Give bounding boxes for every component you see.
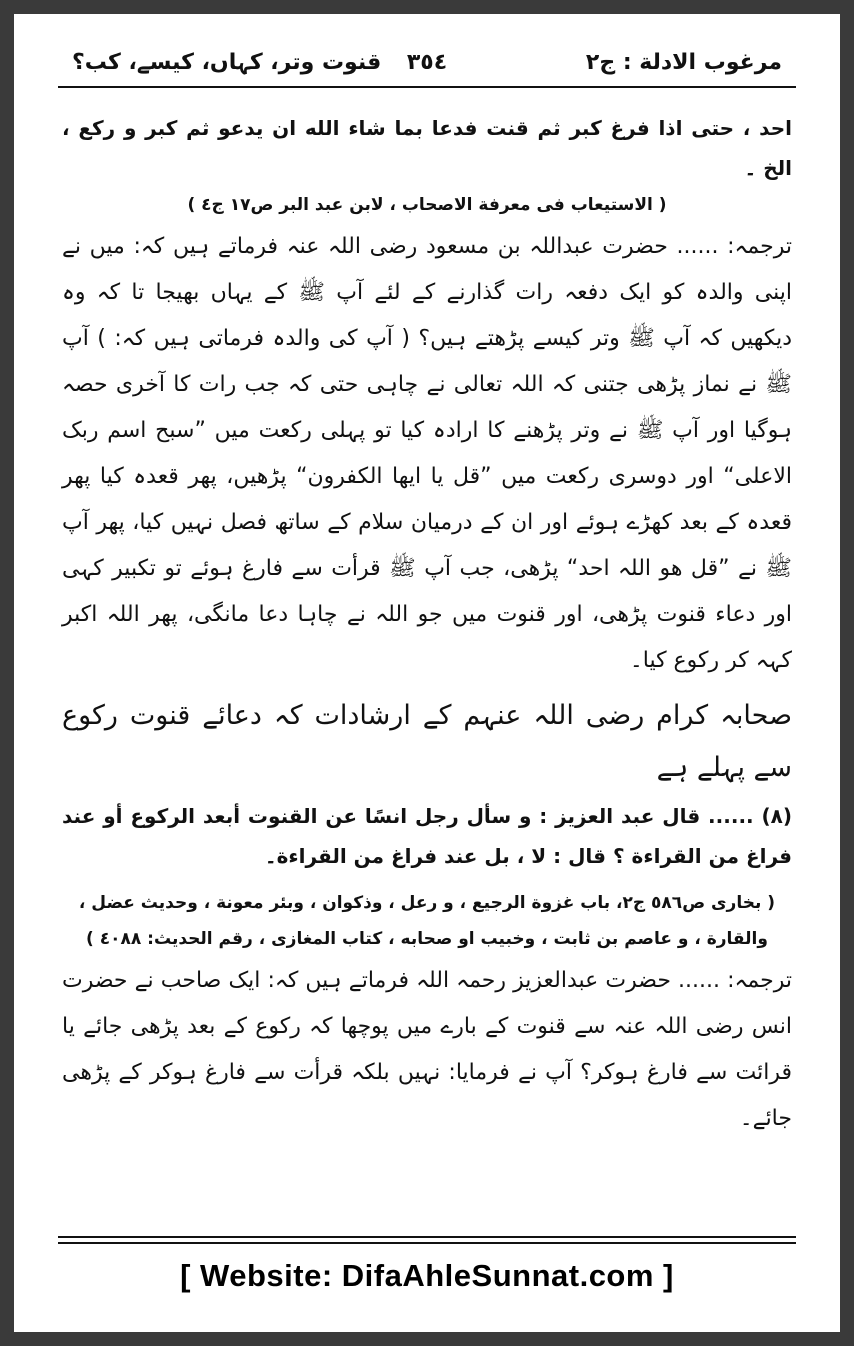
section-heading: صحابہ کرام رضی اللہ عنہم کے ارشادات کہ دعائے قنوت رکوع سے پہلے ہے [62,700,792,783]
website-footer: [ Website: DifaAhleSunnat.com ] [180,1258,674,1293]
reference-2a: ( بخاری ص٥٨٦ ج٢، باب غزوة الرجیع ، و رعل ، وذکوان ، وبئر معونة ، وحدیث عضل ، [78,893,776,913]
arabic-text-top: احد ، حتی اذا فرغ کبر ثم قنت فدعا بما شاء الله ان یدعو ثم کبر و رکع ، الخ ۔ [62,116,792,180]
translation-1: ترجمہ: ...... حضرت عبداللہ بن مسعود رضی اللہ عنہ فرماتے ہیں کہ: میں نے اپنی والدہ کو ایک دفعہ رات گذارنے کے لئے آپ ﷺ کے یہاں بھیجا تا کہ وہ دیکھیں کہ آپ ﷺ وتر کیسے پڑھتے ہیں؟ ( آپ کی والدہ فرماتی ہیں کہ: ) آپ ﷺ نے نماز پڑھی جتنی کہ اللہ تعالی نے چاہی حتی کہ جب رات کا آخری حصہ ہوگیا اور آپ ﷺ نے وتر پڑھنے کا ارادہ کیا تو پہلی رکعت میں ”سبح اسم ربک الاعلی“ اور دوسری رکعت میں ”قل یا ایھا الکفرون“ پڑھیں، پھر قعدہ کیا پھر قعدہ کے بعد کھڑے ہوئے اور ان کے درمیان سلام کے ساتھ فصل نہیں کیا، پھر آپ ﷺ نے ”قل ھو اللہ احد“ پڑھی، جب آپ ﷺ قرأت سے فارغ ہوئے تو تکبیر کہی اور دعاء قنوت پڑھی، اور قنوت میں جو اللہ نے چاہا دعا مانگی، پھر اللہ اکبر کہہ کر رکوع کیا۔ [62,234,792,673]
hadith-8: (٨) ...... قال عبد العزیز : و سأل رجل انسًا عن القنوت أبعد الرکوع أو عند فراغ من القراءة ؟ قال : لا ، بل عند فراغ من القراءة۔ [62,804,792,868]
chapter-title: قنوت وتر، کہاں، کیسے، کب؟ [72,50,382,75]
page-body [62,108,792,1142]
book-title: مرغوب الادلة : ج٢ [585,50,782,75]
header-divider [58,86,796,88]
footer-divider [58,1236,796,1238]
page-number: ٣٥٤ [406,50,448,75]
translation-2: ترجمہ: ...... حضرت عبدالعزیز رحمہ اللہ فرماتے ہیں کہ: ایک صاحب نے حضرت انس رضی اللہ عنہ سے قنوت کے بارے میں پوچھا کہ رکوع کے بعد پڑھی جائے یا قرائت سے فارغ ہوکر؟ آپ نے فرمایا: نہیں بلکہ قرأت سے فارغ ہوکر کے پڑھی جائے۔ [62,968,792,1131]
footer-divider-second [58,1242,796,1244]
page-header [72,42,782,90]
reference-top: ( الاستیعاب فی معرفة الاصحاب ، لابن عبد البر ص١٧ ج٤ ) [187,195,667,215]
reference-2b: والقارة ، و عاصم بن ثابت ، وخبیب او صحابه ، کتاب المغازی ، رقم الحدیث: ٤٠٨٨ ) [86,929,768,949]
